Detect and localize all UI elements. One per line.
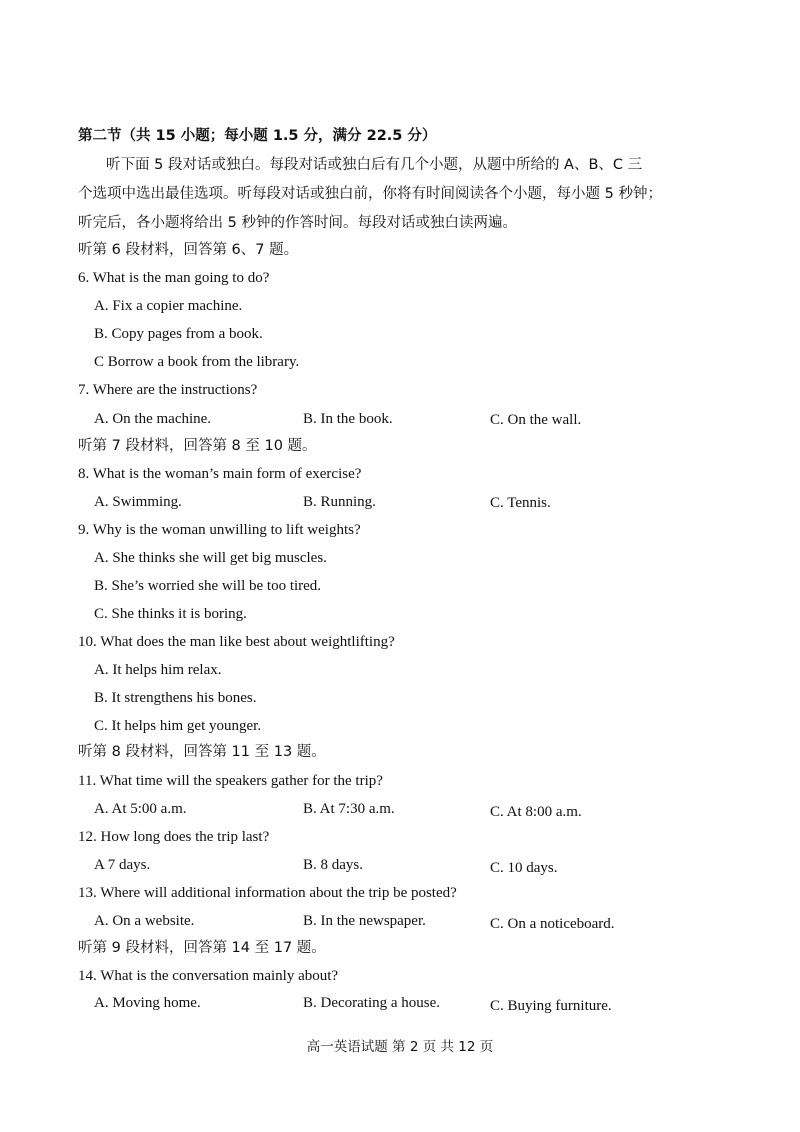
instructions-line-3: 听完后，各小题将给出 5 秒钟的作答时间。每段对话或独白读两遍。 [78, 215, 517, 231]
question-9-option-b: B. She’s worried she will be too tired. [94, 578, 322, 594]
question-6-stem: 6. What is the man going to do? [78, 270, 270, 286]
question-12-option-b: B. 8 days. [303, 857, 363, 873]
question-9-stem: 9. Why is the woman unwilling to lift weights? [78, 522, 361, 538]
instructions-line-2: 个选项中选出最佳选项。听每段对话或独白前，你将有时间阅读各个小题，每小题 5 秒钟； [78, 186, 662, 202]
question-12-stem: 12. How long does the trip last? [78, 829, 270, 845]
question-11-option-a: A. At 5:00 a.m. [94, 801, 187, 817]
section-heading: 第二节（共 15 小题；每小题 1.5 分，满分 22.5 分） [78, 128, 437, 144]
question-10-option-b: B. It strengthens his bones. [94, 690, 257, 706]
material-8-intro: 听第 8 段材料，回答第 11 至 13 题。 [78, 744, 326, 760]
question-7-option-a: A. On the machine. [94, 411, 212, 427]
question-13-option-a: A. On a website. [94, 913, 195, 929]
question-14-stem: 14. What is the conversation mainly about? [78, 968, 339, 984]
question-10-option-a: A. It helps him relax. [94, 662, 222, 678]
question-13-option-b: B. In the newspaper. [303, 913, 426, 929]
material-6-intro: 听第 6 段材料，回答第 6、7 题。 [78, 242, 299, 258]
question-14-option-a: A. Moving home. [94, 995, 201, 1011]
question-11-option-c: C. At 8:00 a.m. [490, 804, 582, 820]
question-8-option-c: C. Tennis. [490, 495, 551, 511]
question-12-option-a: A 7 days. [94, 857, 151, 873]
question-9-option-c: C. She thinks it is boring. [94, 606, 247, 622]
instructions-line-1: 听下面 5 段对话或独白。每段对话或独白后有几个小题，从题中所给的 A、B、C 三 [106, 157, 643, 173]
material-9-intro: 听第 9 段材料，回答第 14 至 17 题。 [78, 940, 326, 956]
material-7-intro: 听第 7 段材料，回答第 8 至 10 题。 [78, 438, 317, 454]
question-6-option-c: C Borrow a book from the library. [94, 354, 300, 370]
question-14-option-c: C. Buying furniture. [490, 998, 612, 1014]
question-7-option-b: B. In the book. [303, 411, 393, 427]
question-11-option-b: B. At 7:30 a.m. [303, 801, 395, 817]
question-13-option-c: C. On a noticeboard. [490, 916, 615, 932]
question-10-stem: 10. What does the man like best about weightlifting? [78, 634, 395, 650]
question-10-option-c: C. It helps him get younger. [94, 718, 262, 734]
question-11-stem: 11. What time will the speakers gather for the trip? [78, 773, 383, 789]
page-footer: 高一英语试题 第 2 页 共 12 页 [306, 1039, 494, 1055]
question-14-option-b: B. Decorating a house. [303, 995, 441, 1011]
question-9-option-a: A. She thinks she will get big muscles. [94, 550, 327, 566]
question-8-option-a: A. Swimming. [94, 494, 182, 510]
question-7-option-c: C. On the wall. [490, 412, 582, 428]
question-6-option-a: A. Fix a copier machine. [94, 298, 243, 314]
question-13-stem: 13. Where will additional information about the trip be posted? [78, 885, 457, 901]
question-7-stem: 7. Where are the instructions? [78, 382, 258, 398]
question-12-option-c: C. 10 days. [490, 860, 558, 876]
question-6-option-b: B. Copy pages from a book. [94, 326, 263, 342]
question-8-stem: 8. What is the woman’s main form of exercise? [78, 466, 362, 482]
question-8-option-b: B. Running. [303, 494, 376, 510]
